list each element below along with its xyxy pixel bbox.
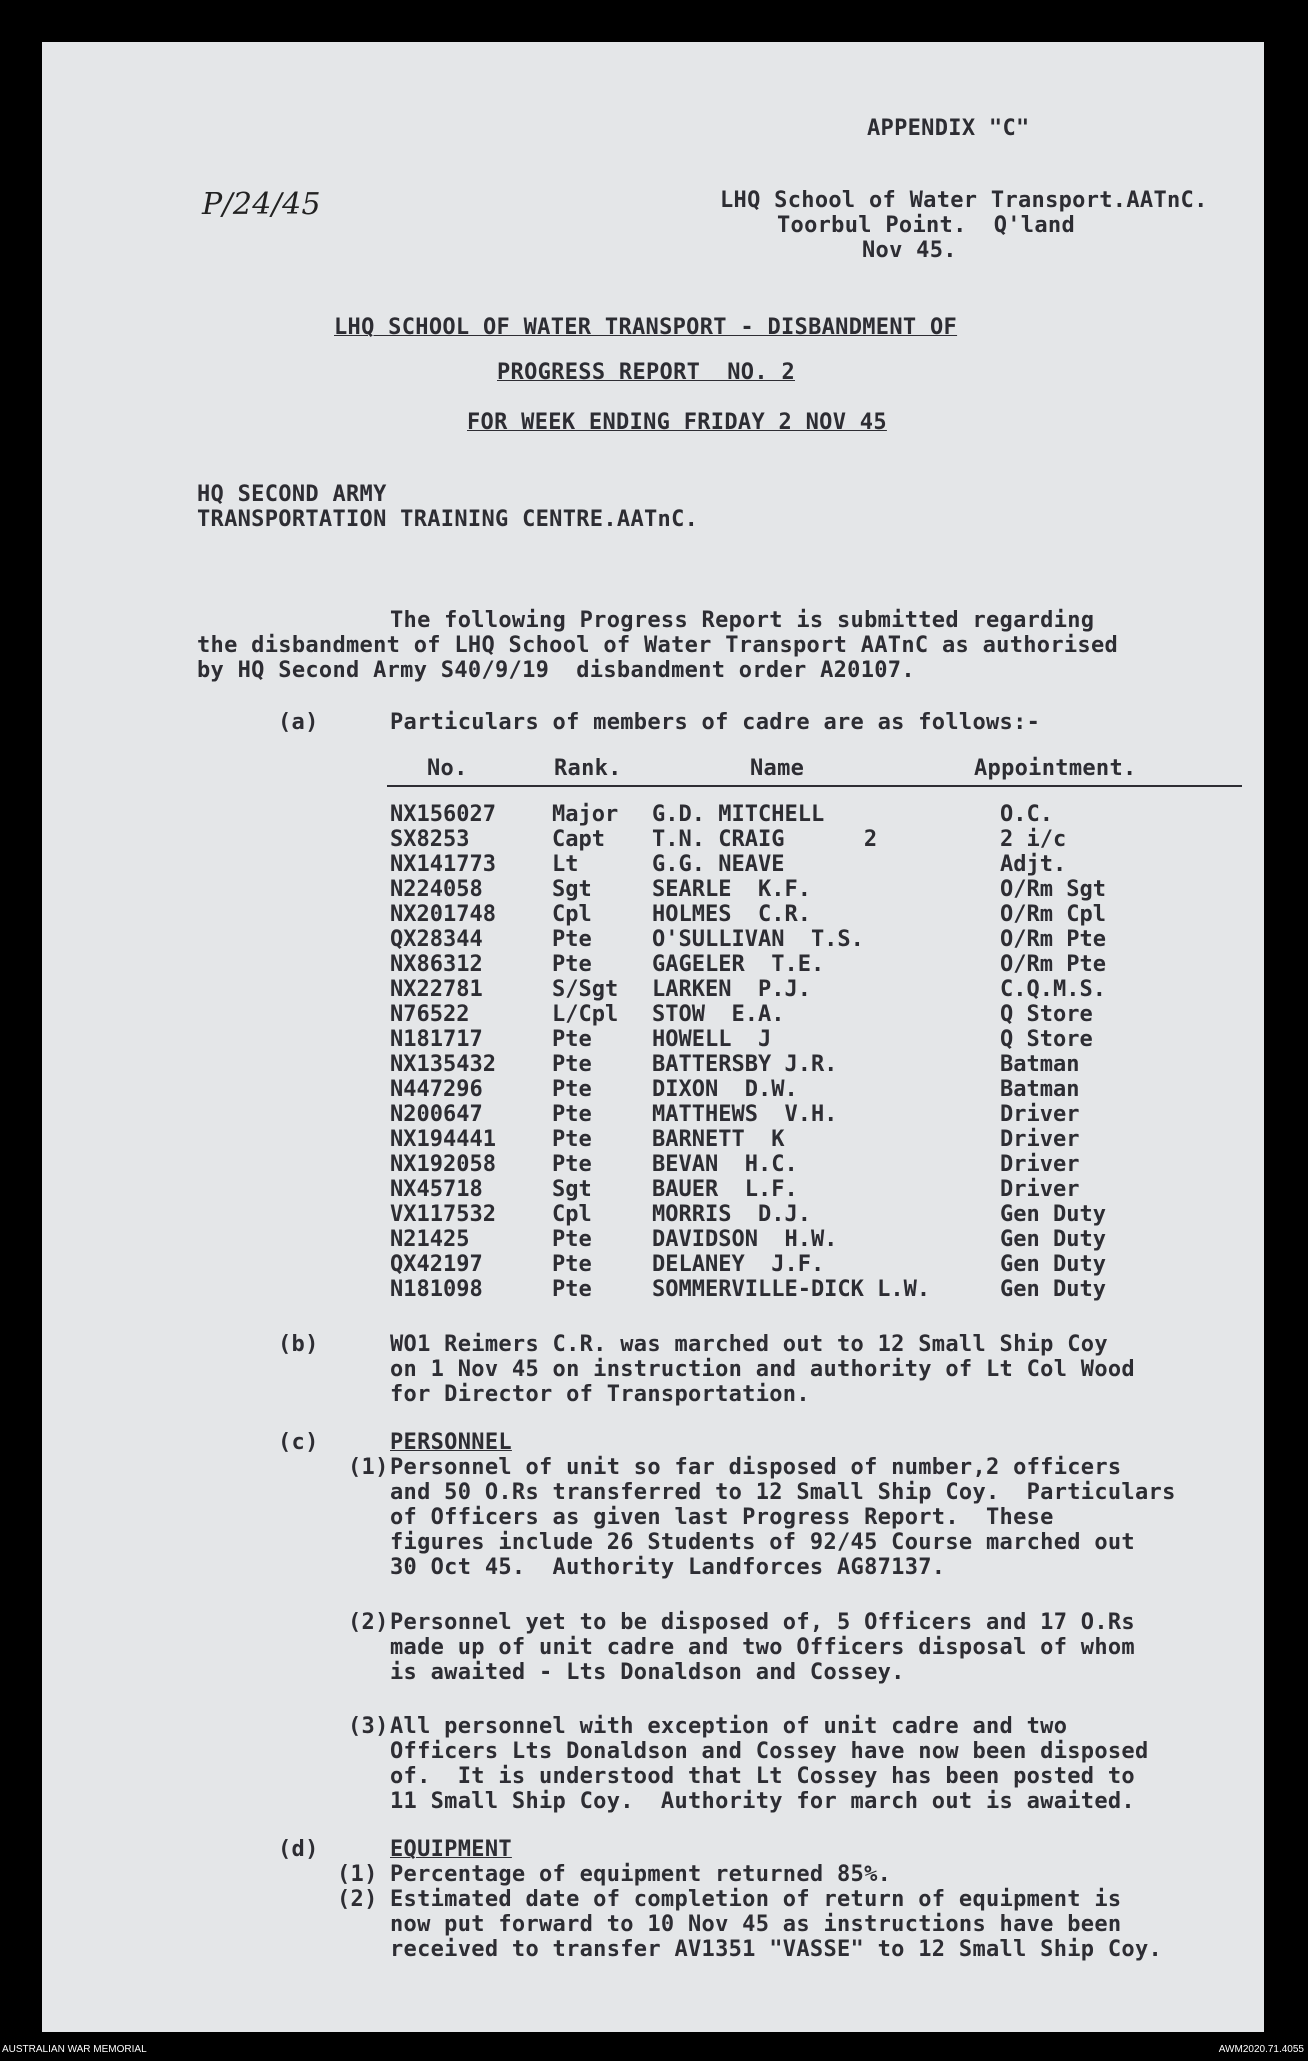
member-name: MORRIS D.J. <box>652 1202 811 1227</box>
appointment: O/Rm Sgt <box>1000 877 1106 902</box>
service-number: QX42197 <box>390 1252 483 1277</box>
section-c1-line-3: of Officers as given last Progress Report. These <box>390 1505 1054 1530</box>
table-row <box>390 902 1230 927</box>
handwritten-file-reference: P/24/45 <box>202 187 321 222</box>
rank: Pte <box>552 1077 592 1102</box>
rank: Cpl <box>552 1202 592 1227</box>
member-name: O'SULLIVAN T.S. <box>652 927 864 952</box>
appointment: Driver <box>1000 1127 1080 1152</box>
table-header-rank: Rank. <box>554 756 622 781</box>
appointment: Driver <box>1000 1152 1080 1177</box>
appointment: Gen Duty <box>1000 1227 1106 1252</box>
section-c2-line-3: is awaited - Lts Donaldson and Cossey. <box>390 1660 905 1685</box>
service-number: NX192058 <box>390 1152 496 1177</box>
appointment: Batman <box>1000 1052 1080 1077</box>
rank: Pte <box>552 1052 592 1077</box>
section-d1-marker: (1) <box>337 1862 378 1887</box>
section-d1-line-1: Percentage of equipment returned 85%. <box>390 1862 892 1887</box>
section-d2-line-1: Estimated date of completion of return of equipment is <box>390 1887 1122 1912</box>
table-row <box>390 1177 1230 1202</box>
table-row <box>390 1152 1230 1177</box>
rank: Pte <box>552 927 592 952</box>
member-name: GAGELER T.E. <box>652 952 825 977</box>
rank: Major <box>552 802 619 827</box>
address-date: Nov 45. <box>862 238 957 263</box>
appointment: Gen Duty <box>1000 1252 1106 1277</box>
appointment: Driver <box>1000 1102 1080 1127</box>
week-ending: FOR WEEK ENDING FRIDAY 2 NOV 45 <box>467 410 887 435</box>
service-number: SX8253 <box>390 827 470 852</box>
address-line-2: Toorbul Point. Q'land <box>777 213 1075 238</box>
table-row <box>390 1277 1230 1302</box>
table-row <box>390 952 1230 977</box>
appointment: O/Rm Cpl <box>1000 902 1106 927</box>
rank: Pte <box>552 1127 592 1152</box>
service-number: N200647 <box>390 1102 483 1127</box>
member-name: HOWELL J <box>652 1027 772 1052</box>
service-number: VX117532 <box>390 1202 496 1227</box>
service-number: NX86312 <box>390 952 483 977</box>
table-header-appointment: Appointment. <box>974 756 1137 781</box>
service-number: NX141773 <box>390 852 496 877</box>
rank: Capt <box>552 827 605 852</box>
table-row <box>390 852 1230 877</box>
section-a-text: Particulars of members of cadre are as follows:- <box>390 710 1041 735</box>
rank: Pte <box>552 1227 592 1252</box>
member-name: BARNETT K <box>652 1127 785 1152</box>
service-number: N224058 <box>390 877 483 902</box>
rank: L/Cpl <box>552 1002 619 1027</box>
member-name: DELANEY J.F. <box>652 1252 825 1277</box>
appointment: O/Rm Pte <box>1000 952 1106 977</box>
service-number: NX201748 <box>390 902 496 927</box>
section-b-line-2: on 1 Nov 45 on instruction and authority of Lt Col Wood <box>390 1357 1135 1382</box>
service-number: N76522 <box>390 1002 470 1027</box>
section-c1-line-4: figures include 26 Students of 92/45 Course marched out <box>390 1530 1135 1555</box>
addressee-line-2: TRANSPORTATION TRAINING CENTRE.AATnC. <box>197 507 699 532</box>
service-number: N21425 <box>390 1227 470 1252</box>
member-name: HOLMES C.R. <box>652 902 811 927</box>
service-number: N181717 <box>390 1027 483 1052</box>
intro-line-1: The following Progress Report is submitted regarding <box>390 608 1095 633</box>
rank: S/Sgt <box>552 977 619 1002</box>
member-name: G.G. NEAVE <box>652 852 785 877</box>
archive-credit: AUSTRALIAN WAR MEMORIAL <box>2 2044 147 2055</box>
document-page <box>42 42 1264 2032</box>
appointment: Adjt. <box>1000 852 1067 877</box>
member-name: MATTHEWS V.H. <box>652 1102 838 1127</box>
rank: Sgt <box>552 1177 592 1202</box>
member-name: BEVAN H.C. <box>652 1152 798 1177</box>
section-a-marker: (a) <box>278 710 319 735</box>
table-row <box>390 1102 1230 1127</box>
table-row <box>390 1227 1230 1252</box>
archive-reference: AWM2020.71.4055 <box>1218 2044 1304 2055</box>
section-c-heading: PERSONNEL <box>390 1430 512 1455</box>
section-c3-line-3: of. It is understood that Lt Cossey has been posted to <box>390 1764 1135 1789</box>
section-c3-line-4: 11 Small Ship Coy. Authority for march out is awaited. <box>390 1789 1135 1814</box>
section-c2-marker: (2) <box>348 1610 389 1635</box>
member-name: STOW E.A. <box>652 1002 785 1027</box>
member-name: SEARLE K.F. <box>652 877 811 902</box>
service-number: N447296 <box>390 1077 483 1102</box>
rank: Cpl <box>552 902 592 927</box>
table-row <box>390 877 1230 902</box>
service-number: NX194441 <box>390 1127 496 1152</box>
section-c1-marker: (1) <box>348 1455 389 1480</box>
table-row <box>390 827 1230 852</box>
table-row <box>390 1002 1230 1027</box>
appointment: Gen Duty <box>1000 1277 1106 1302</box>
section-d2-marker: (2) <box>337 1887 378 1912</box>
rank: Lt <box>552 852 579 877</box>
section-c3-marker: (3) <box>348 1714 389 1739</box>
rank: Pte <box>552 1277 592 1302</box>
appointment: 2 i/c <box>1000 827 1067 852</box>
rank: Pte <box>552 1102 592 1127</box>
table-header-no: No. <box>427 756 468 781</box>
section-d-marker: (d) <box>278 1837 319 1862</box>
appointment: Driver <box>1000 1177 1080 1202</box>
section-b-line-3: for Director of Transportation. <box>390 1382 810 1407</box>
member-name: G.D. MITCHELL <box>652 802 825 827</box>
service-number: NX156027 <box>390 802 496 827</box>
section-b-marker: (b) <box>278 1332 319 1357</box>
member-name: BATTERSBY J.R. <box>652 1052 838 1077</box>
member-name: LARKEN P.J. <box>652 977 811 1002</box>
table-row <box>390 977 1230 1002</box>
table-header-name: Name <box>750 756 805 781</box>
section-d2-line-2: now put forward to 10 Nov 45 as instructions have been <box>390 1912 1122 1937</box>
rank: Sgt <box>552 877 592 902</box>
section-d2-line-3: received to transfer AV1351 "VASSE" to 12 Small Ship Coy. <box>390 1937 1163 1962</box>
address-line-1: LHQ School of Water Transport.AATnC. <box>720 188 1208 213</box>
section-c3-line-1: All personnel with exception of unit cadre and two <box>390 1714 1068 1739</box>
appointment: Q Store <box>1000 1002 1093 1027</box>
appointment: O.C. <box>1000 802 1053 827</box>
report-number: PROGRESS REPORT NO. 2 <box>497 360 795 385</box>
appendix-label: APPENDIX "C" <box>867 116 1030 141</box>
intro-line-3: by HQ Second Army S40/9/19 disbandment order A20107. <box>197 658 915 683</box>
appointment: O/Rm Pte <box>1000 927 1106 952</box>
rank: Pte <box>552 1152 592 1177</box>
appointment: Q Store <box>1000 1027 1093 1052</box>
table-row <box>390 1027 1230 1052</box>
table-row <box>390 1202 1230 1227</box>
table-row <box>390 927 1230 952</box>
section-d-heading: EQUIPMENT <box>390 1837 512 1862</box>
service-number: QX28344 <box>390 927 483 952</box>
appointment: C.Q.M.S. <box>1000 977 1106 1002</box>
section-c1-line-5: 30 Oct 45. Authority Landforces AG87137. <box>390 1555 946 1580</box>
service-number: NX22781 <box>390 977 483 1002</box>
table-row <box>390 802 1230 827</box>
table-header-rule <box>387 785 1242 787</box>
table-row <box>390 1252 1230 1277</box>
table-row <box>390 1052 1230 1077</box>
appointment: Batman <box>1000 1077 1080 1102</box>
rank: Pte <box>552 952 592 977</box>
table-row <box>390 1127 1230 1152</box>
document-title: LHQ SCHOOL OF WATER TRANSPORT - DISBANDMENT OF <box>334 315 958 340</box>
rank: Pte <box>552 1027 592 1052</box>
section-c1-line-2: and 50 O.Rs transferred to 12 Small Ship Coy. Particulars <box>390 1480 1176 1505</box>
section-c-marker: (c) <box>278 1430 319 1455</box>
addressee-line-1: HQ SECOND ARMY <box>197 482 387 507</box>
section-c1-line-1: Personnel of unit so far disposed of number,2 officers <box>390 1455 1122 1480</box>
appointment: Gen Duty <box>1000 1202 1106 1227</box>
section-c2-line-1: Personnel yet to be disposed of, 5 Officers and 17 O.Rs <box>390 1610 1135 1635</box>
section-b-line-1: WO1 Reimers C.R. was marched out to 12 Small Ship Coy <box>390 1332 1108 1357</box>
table-row <box>390 1077 1230 1102</box>
member-name: BAUER L.F. <box>652 1177 798 1202</box>
section-c2-line-2: made up of unit cadre and two Officers disposal of whom <box>390 1635 1135 1660</box>
member-name: DIXON D.W. <box>652 1077 798 1102</box>
member-name: T.N. CRAIG 2 <box>652 827 878 852</box>
rank: Pte <box>552 1252 592 1277</box>
member-name: SOMMERVILLE-DICK L.W. <box>652 1277 931 1302</box>
intro-line-2: the disbandment of LHQ School of Water Transport AATnC as authorised <box>197 633 1119 658</box>
member-name: DAVIDSON H.W. <box>652 1227 838 1252</box>
service-number: NX135432 <box>390 1052 496 1077</box>
cadre-table <box>390 802 1230 1302</box>
service-number: N181098 <box>390 1277 483 1302</box>
section-c3-line-2: Officers Lts Donaldson and Cossey have now been disposed <box>390 1739 1149 1764</box>
service-number: NX45718 <box>390 1177 483 1202</box>
